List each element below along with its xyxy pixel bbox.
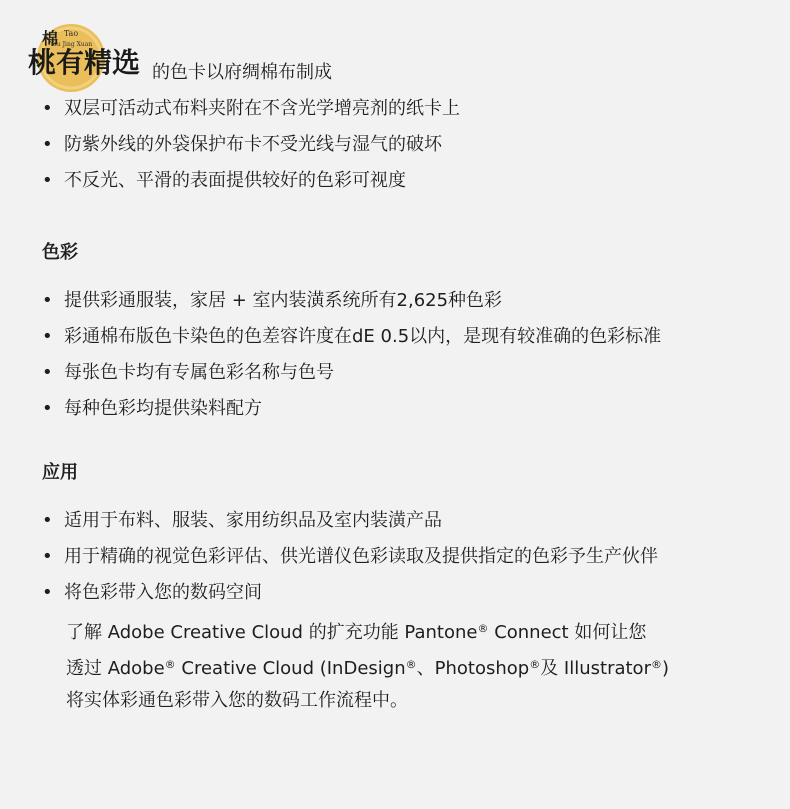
list-item-text: 提供彩通服装，家居 + 室内装潢系统所有2,625种色彩 [64,290,503,311]
list-item-text: 防紫外线的外袋保护布卡不受光线与湿气的破坏 [64,134,442,155]
list-item [42,98,460,120]
bullet-icon: • [42,170,53,191]
list-item [42,134,442,156]
text-span: ) [661,658,669,679]
list-item [42,362,334,384]
list-item [42,510,442,532]
section-title-color: 色彩 [42,242,78,263]
text-span: Creative Cloud (InDesign [175,658,406,679]
text-span: Connect 如何让您 [488,622,647,643]
bullet-icon: • [42,398,53,419]
svg-text:桃有精选: 桃有精选 [27,46,141,79]
list-item-text: 用于精确的视觉色彩评估、供光谱仪色彩读取及提供指定的色彩予生产伙伴 [64,546,658,567]
list-item [42,546,658,568]
section1-title-partial: 棉 [42,29,59,48]
list-item-text: 双层可活动式布料夹附在不含光学增亮剂的纸卡上 [64,98,460,119]
list-item [42,582,262,604]
list-item-text: 不反光、平滑的表面提供较好的色彩可视度 [64,170,406,191]
registered-mark: ® [650,658,662,671]
registered-mark: ® [529,658,541,671]
text-span: 了解 Adobe Creative Cloud 的扩充功能 Pantone [66,622,478,643]
section1-first-line: 的色卡以府绸棉布制成 [152,62,332,83]
text-span: 及 Illustrator [540,658,651,679]
list-item-text: 每张色卡均有专属色彩名称与色号 [64,362,334,383]
bullet-icon: • [42,510,53,531]
svg-text:You Jing Xuan: You Jing Xuan [49,41,93,48]
list-item-text: 适用于布料、服装、家用纺织品及室内装潢产品 [64,510,442,531]
list-item-text: 彩通棉布版色卡染色的色差容许度在dE 0.5以内，是现有较准确的色彩标准 [64,326,662,347]
list-item [42,290,502,312]
continuation-line-3: 将实体彩通色彩带入您的数码工作流程中。 [66,690,408,711]
registered-mark: ® [164,658,176,671]
svg-text:Tao: Tao [63,29,79,38]
list-item [42,326,661,348]
bullet-icon: • [42,98,53,119]
bullet-icon: • [42,290,53,311]
list-item-text: 每种色彩均提供染料配方 [64,398,262,419]
section-title-application: 应用 [42,462,78,483]
bullet-icon: • [42,362,53,383]
list-item [42,170,406,192]
continuation-line-1 [66,618,646,644]
continuation-line-2 [66,654,669,680]
text-span: 透过 Adobe [66,658,165,679]
bullet-icon: • [42,546,53,567]
list-item-text: 将色彩带入您的数码空间 [64,582,262,603]
list-item [42,398,262,420]
text-span: 、Photoshop [416,658,530,679]
registered-mark: ® [477,622,489,635]
bullet-icon: • [42,582,53,603]
bullet-icon: • [42,134,53,155]
registered-mark: ® [405,658,417,671]
bullet-icon: • [42,326,53,347]
